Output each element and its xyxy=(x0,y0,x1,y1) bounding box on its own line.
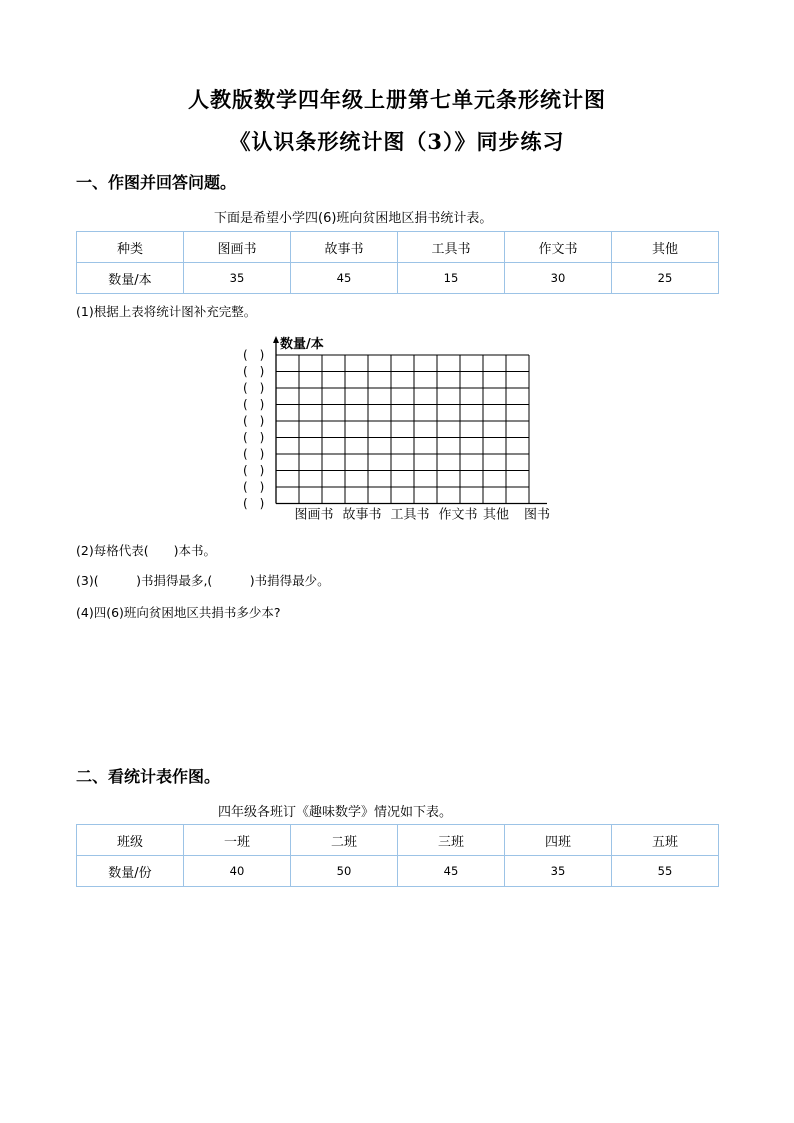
y-tick-label: ( ) xyxy=(243,397,265,412)
table-cell: 三班 xyxy=(398,825,505,856)
table-header-row xyxy=(77,232,719,263)
question-1: (1)根据上表将统计图补充完整。 xyxy=(76,304,257,319)
question-4: (4)四(6)班向贫困地区共捐书多少本? xyxy=(76,605,281,620)
table-cell: 图画书 xyxy=(184,232,291,263)
y-tick-label: ( ) xyxy=(243,496,265,511)
table-row xyxy=(77,263,719,294)
table-cell: 35 xyxy=(184,263,291,294)
y-tick-label: ( ) xyxy=(243,414,265,428)
y-axis-arrow xyxy=(273,336,279,343)
table-2-caption: 四年级各班订《趣味数学》情况如下表。 xyxy=(218,805,453,820)
y-tick-label: ( ) xyxy=(243,364,265,379)
x-category-label: 其他 xyxy=(482,507,510,523)
table-cell: 故事书 xyxy=(291,232,398,263)
section-2-heading: 二、看统计表作图。 xyxy=(76,767,221,786)
table-cell: 作文书 xyxy=(505,232,612,263)
y-tick-label: ( ) xyxy=(243,447,265,461)
table-cell: 30 xyxy=(505,263,612,294)
section-1-heading: 一、作图并回答问题。 xyxy=(76,173,237,192)
question-3: (3)( )书捐得最多,( )书捐得最少。 xyxy=(76,573,330,588)
table-cell: 15 xyxy=(398,263,505,294)
title-line-2: 《认识条形统计图（3）》同步练习 xyxy=(229,129,565,154)
table-cell: 种类 xyxy=(77,232,184,263)
table-cell: 四班 xyxy=(505,825,612,856)
x-axis-label: 图书 xyxy=(523,507,551,523)
x-category-label: 故事书 xyxy=(342,507,382,523)
table-cell: 二班 xyxy=(291,825,398,856)
table-cell: 数量/份 xyxy=(77,856,184,887)
y-tick-label: ( ) xyxy=(243,430,265,445)
table-1-caption: 下面是希望小学四(6)班向贫困地区捐书统计表。 xyxy=(214,211,493,226)
question-2: (2)每格代表( )本书。 xyxy=(76,543,216,558)
x-category-label: 作文书 xyxy=(438,507,478,523)
table-row xyxy=(77,856,719,887)
table-cell: 45 xyxy=(291,263,398,294)
table-cell: 工具书 xyxy=(398,232,505,263)
x-category-label: 图画书 xyxy=(294,507,334,523)
title-line-1: 人教版数学四年级上册第七单元条形统计图 xyxy=(188,87,606,112)
y-tick-label: ( ) xyxy=(243,463,265,478)
table-cell: 25 xyxy=(612,263,719,294)
book-donation-table xyxy=(76,231,719,294)
table-cell: 45 xyxy=(398,856,505,887)
table-cell: 40 xyxy=(184,856,291,887)
bar-chart-grid xyxy=(240,334,560,534)
table-cell: 55 xyxy=(612,856,719,887)
table-header-row xyxy=(77,825,719,856)
y-axis-label: 数量/本 xyxy=(280,337,324,352)
y-tick-label: ( ) xyxy=(243,348,265,362)
table-cell: 35 xyxy=(505,856,612,887)
table-cell: 50 xyxy=(291,856,398,887)
table-cell: 班级 xyxy=(77,825,184,856)
table-cell: 数量/本 xyxy=(77,263,184,294)
y-tick-label: ( ) xyxy=(243,381,265,395)
x-category-label: 工具书 xyxy=(390,507,430,523)
table-cell: 五班 xyxy=(612,825,719,856)
table-cell: 其他 xyxy=(612,232,719,263)
y-tick-label: ( ) xyxy=(243,480,265,494)
table-cell: 一班 xyxy=(184,825,291,856)
magazine-subscription-table xyxy=(76,824,719,887)
